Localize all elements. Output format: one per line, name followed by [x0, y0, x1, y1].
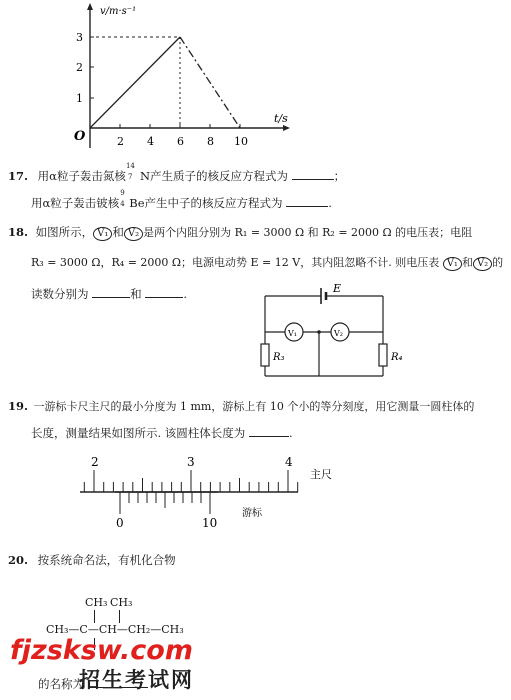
- emf-label: E: [333, 282, 342, 295]
- methyl-group-1: CH₃: [85, 596, 108, 609]
- circuit-diagram: [255, 282, 405, 382]
- y-tick-label-2: 2: [76, 61, 83, 74]
- resistor-r4: [379, 344, 387, 366]
- voltmeter-v2-label: V₂: [334, 329, 343, 338]
- voltmeter-v1-symbol: V₁: [93, 227, 112, 241]
- y-axis-arrow: [87, 3, 93, 10]
- q17-line1-pre: 用α粒子轰击氮核: [37, 169, 126, 183]
- question-18-line-3: 读数分别为 和 .: [31, 287, 187, 301]
- q19-answer-blank[interactable]: [249, 435, 289, 437]
- question-20-line: 20. 按系统命名法，有机化合物: [8, 553, 176, 567]
- vernier-scale-ticks: [120, 492, 210, 514]
- x-axis-label: t/s: [274, 112, 288, 125]
- main-chain: CH₃—C—CH—CH₂—CH₃: [46, 623, 184, 636]
- voltmeter-v2-symbol-2: V₂: [473, 257, 492, 271]
- vernier-label-0: 0: [116, 516, 124, 530]
- question-17-line-1: 17. 用α粒子轰击氮核 14 7 N产生质子的核反应方程式为 ；: [8, 162, 346, 183]
- main-scale-ticks: [84, 470, 297, 492]
- nitrogen-symbol: N: [139, 169, 150, 183]
- question-18-number: 18.: [8, 225, 29, 239]
- velocity-time-graph: [60, 0, 300, 160]
- q17-answer-blank-2[interactable]: [286, 205, 328, 207]
- question-19-line-2: 长度，测量结果如图所示. 该圆柱体长度为 .: [31, 426, 293, 440]
- voltmeter-v1-symbol-2: V₁: [443, 257, 462, 271]
- question-18-line-1: 18. 如图所示， V₁ 和 V₂ 是两个内阻分别为 R₁ = 3000 Ω 和 R₂ = 2000 Ω 的电压表；电阻: [8, 225, 473, 239]
- question-20-answer-line: 的名称为: [38, 676, 148, 692]
- resistor-r3: [261, 344, 269, 366]
- q18-answer-blank-2[interactable]: [145, 296, 183, 298]
- voltmeter-v1-label: V₁: [288, 329, 297, 338]
- beryllium-symbol: Be: [129, 196, 145, 210]
- resistor-r4-label: R₄: [391, 352, 403, 363]
- question-18-line-2: R₃ = 3000 Ω，R₄ = 2000 Ω；电源电动势 E = 12 V，其内阻忽略不计. 则电压表 V₁ 和 V₂ 的: [31, 256, 504, 269]
- methyl-group-2: CH₃: [110, 596, 133, 609]
- y-axis-label: v/m·s⁻¹: [100, 6, 137, 17]
- q20-answer-blank[interactable]: [88, 686, 148, 688]
- junction-dot: [317, 330, 321, 334]
- y-tick-label-1: 1: [76, 92, 83, 105]
- x-axis-arrow: [283, 125, 290, 131]
- question-17-number: 17.: [8, 169, 29, 183]
- velocity-line-decelerating: [180, 37, 240, 128]
- velocity-line-accelerating: [90, 37, 180, 128]
- main-label-2: 2: [91, 455, 99, 469]
- resistor-r3-label: R₃: [273, 352, 285, 363]
- bond-c3-methyl: [119, 610, 120, 623]
- voltmeter-v2-symbol: V₂: [124, 227, 143, 241]
- question-19-line-1: 19. 一游标卡尺主尺的最小分度为 1 mm，游标上有 10 个小的等分刻度，用它测量一圆柱体的: [8, 399, 475, 413]
- beryllium-nuclide: 9 4: [120, 189, 125, 208]
- q18-answer-blank-1[interactable]: [92, 296, 130, 298]
- nitrogen-nuclide: 14 7: [125, 162, 135, 181]
- watermark-site: fjzsksw.com: [10, 635, 193, 666]
- y-tick-label-3: 3: [76, 31, 83, 44]
- question-19-number: 19.: [8, 399, 29, 413]
- x-tick-label-10: 10: [234, 135, 248, 148]
- main-label-3: 3: [187, 455, 195, 469]
- watermark-cn: 招生考试网: [79, 667, 194, 692]
- origin-label: O: [74, 129, 86, 144]
- x-tick-label-4: 4: [147, 135, 154, 148]
- x-tick-label-6: 6: [177, 135, 184, 148]
- vernier-scale-name: 游标: [242, 508, 262, 519]
- main-scale-name: 主尺: [310, 468, 332, 481]
- vernier-caliper: [70, 448, 340, 533]
- main-label-4: 4: [285, 455, 293, 469]
- question-20-number: 20.: [8, 553, 29, 567]
- question-17-line-2: 用α粒子轰击铍核 9 4 Be产生中子的核反应方程式为 .: [31, 189, 332, 210]
- x-tick-label-8: 8: [207, 135, 214, 148]
- vernier-label-10: 10: [202, 516, 218, 530]
- bond-c2-methyl: [94, 610, 95, 623]
- x-tick-label-2: 2: [117, 135, 124, 148]
- q17-answer-blank-1[interactable]: [292, 178, 334, 180]
